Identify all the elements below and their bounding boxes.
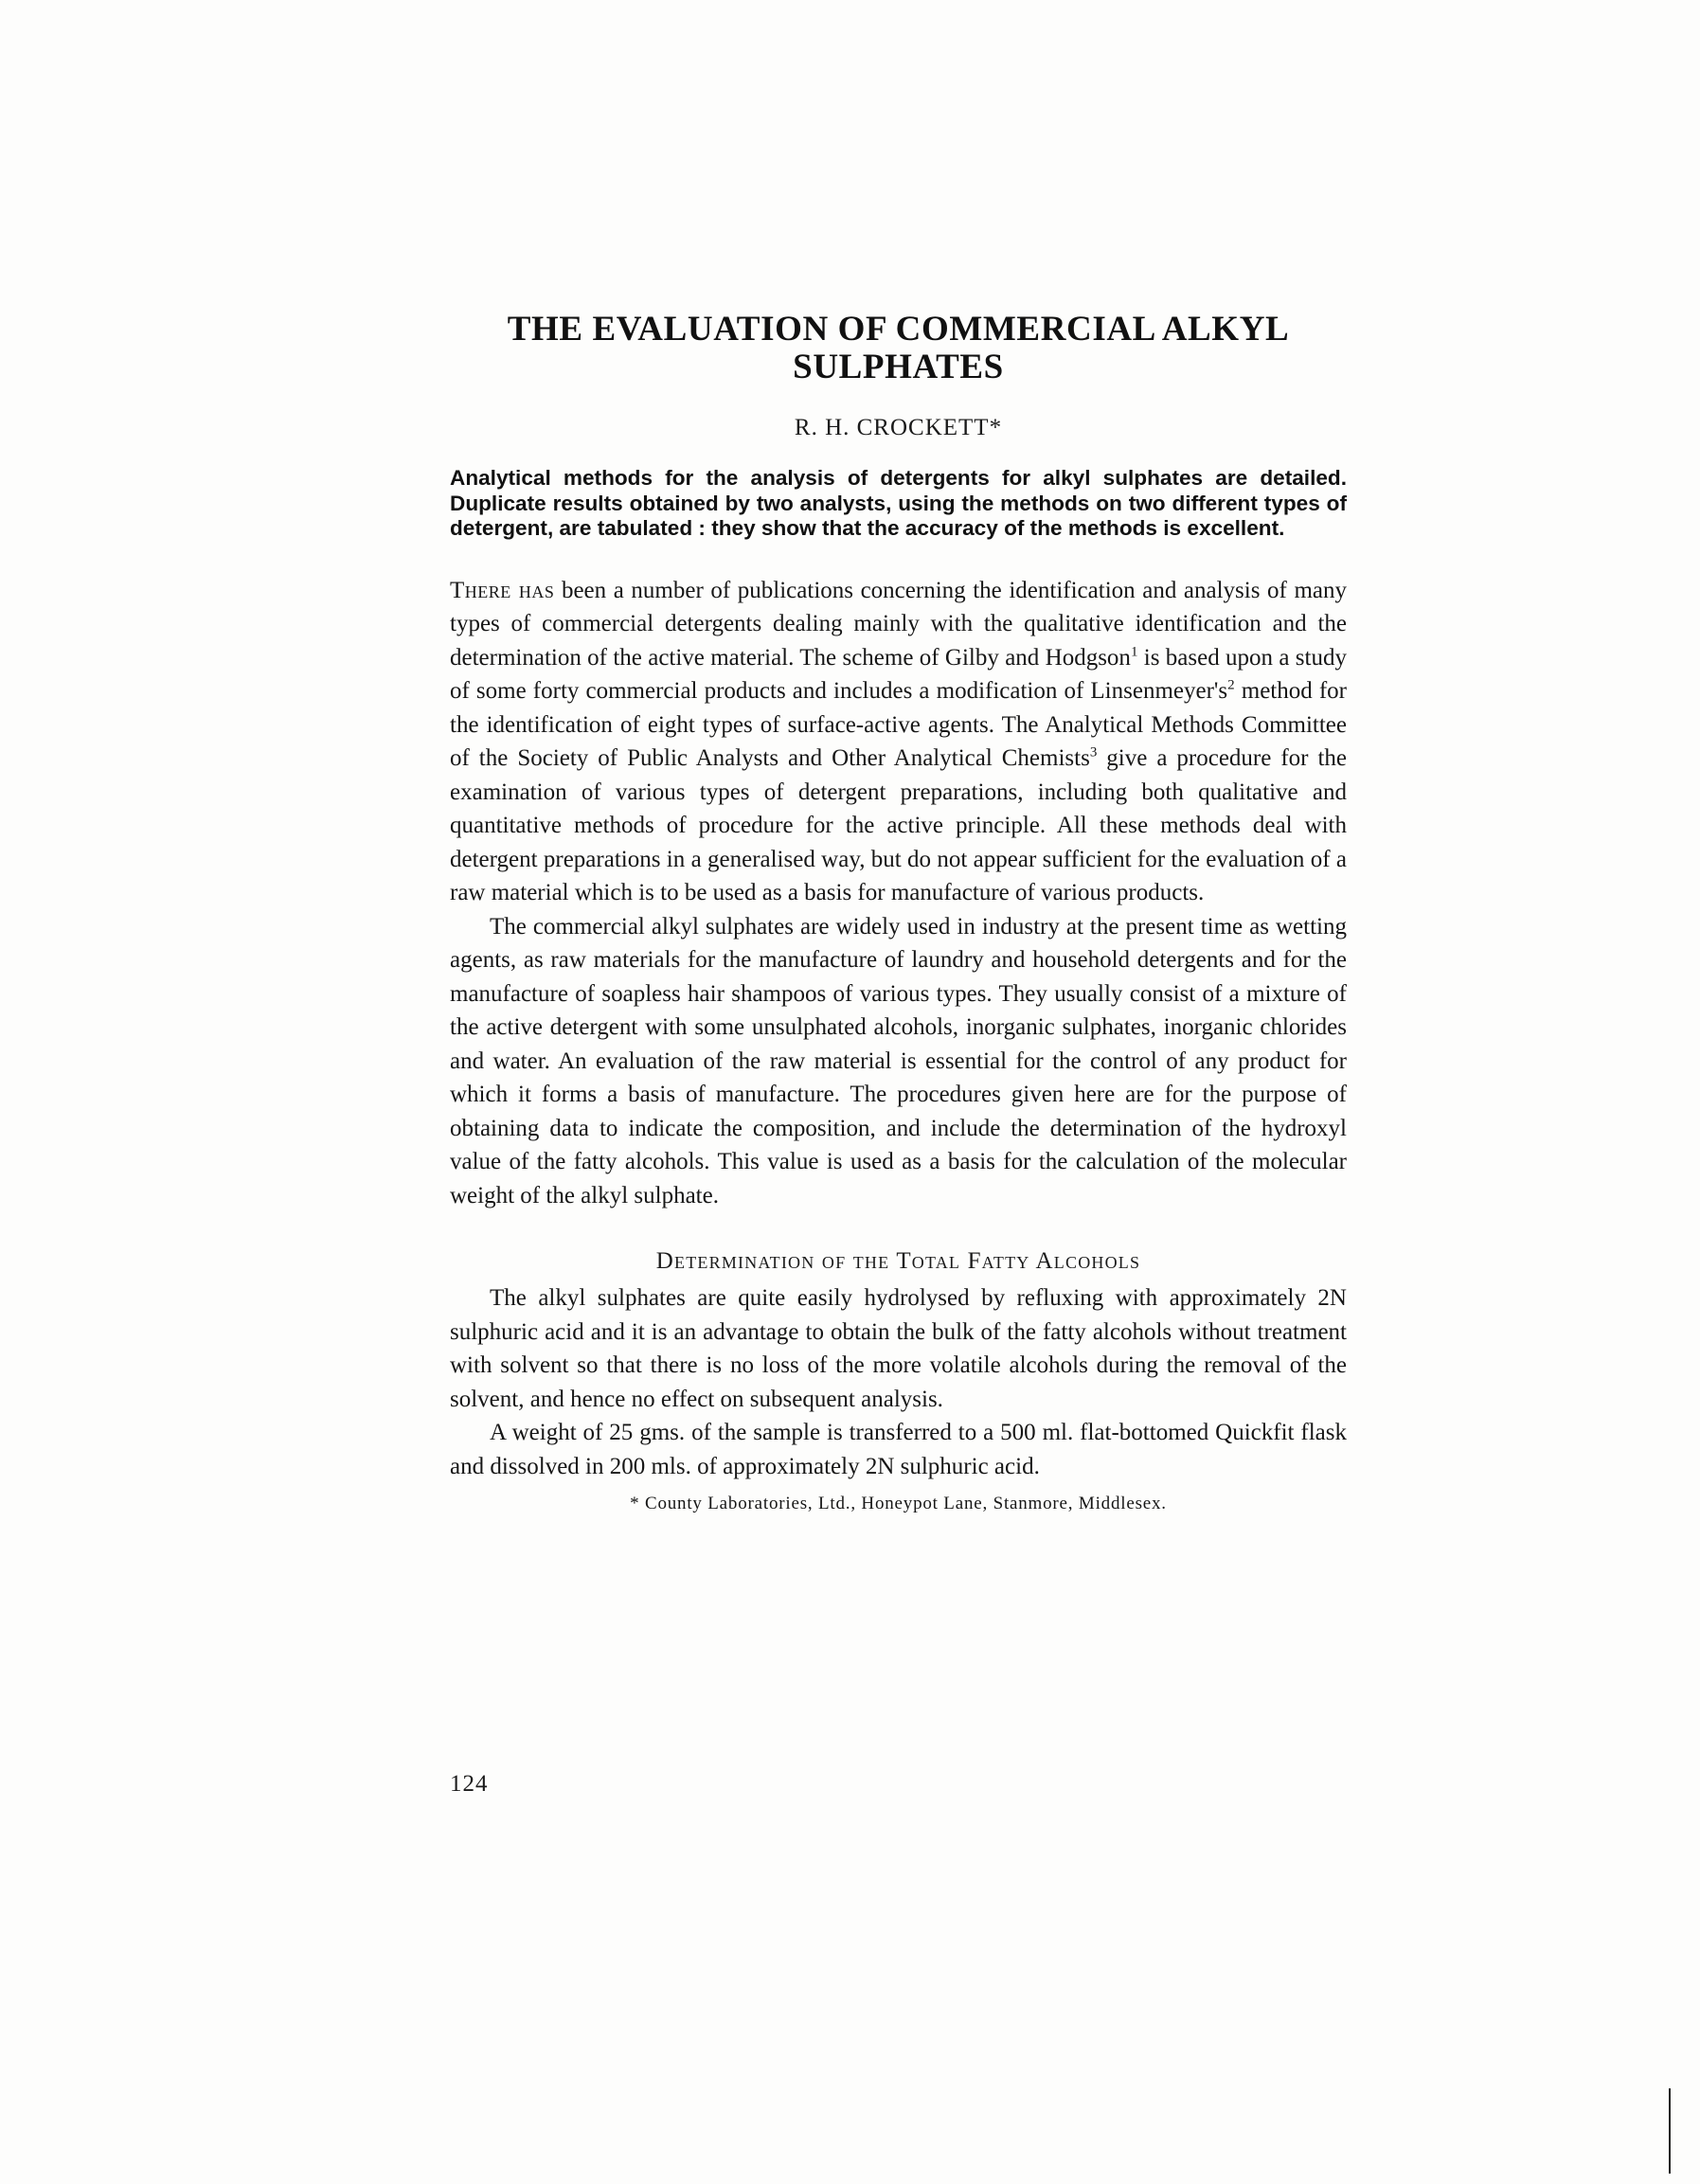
article-title	[450, 311, 1347, 386]
page-number: 124	[450, 1771, 489, 1797]
author-name: R. H. CROCKETT*	[794, 415, 1003, 440]
introduction	[450, 574, 1347, 1213]
intro-p1-text-d: give a procedure for the examination of various types of detergent preparations, including both qualitative and quantitative methods of procedure for the active principle. All these methods deal with detergent preparations in a generalised way, but do not appear sufficient for the evaluation of a raw material which is to be used as a basis for manufacture of various products.	[450, 745, 1347, 905]
title-line-2: SULPHATES	[793, 348, 1004, 386]
section-paragraph-2: A weight of 25 gms. of the sample is transferred to a 500 ml. flat-bottomed Quickfit flask and dissolved in 200 mls. of approximately 2N sulphuric acid.	[450, 1420, 1347, 1479]
section-paragraph-1: The alkyl sulphates are quite easily hydrolysed by refluxing with approximately 2N sulphuric acid and it is an advantage to obtain the bulk of the fatty alcohols without treatment with solvent so that there is no loss of the more volatile alcohols during the removal of the solvent, and hence no effect on subsequent analysis.	[450, 1285, 1347, 1412]
lead-in: There has	[450, 577, 555, 603]
intro-p1-text-b: is based upon a study of some forty commercial products and includes a modification of Linsenmeyer's	[450, 644, 1347, 704]
intro-p1-text-c: method for the identification of eight types of surface-active agents. The Analytical Methods Committee of the Society of Public Analysts and Other Analytical Chemists	[450, 678, 1347, 771]
reference-1: 1	[1130, 644, 1138, 660]
section-heading: Determination of the Total Fatty Alcohols	[655, 1248, 1141, 1274]
scan-edge-mark	[1669, 2088, 1671, 2174]
footnote: * County Laboratories, Ltd., Honeypot Lane, Stanmore, Middlesex.	[630, 1494, 1167, 1513]
intro-paragraph-2: The commercial alkyl sulphates are widely used in industry at the present time as wetting agents, as raw materials for the manufacture of laundry and household detergents and for the manufacture of soapless hair shampoos of various types. They usually consist of a mixture of the active detergent with some unsulphated alcohols, inorganic sulphates, inorganic chlorides and water. An evaluation of the raw material is essential for the control of any product for which it forms a basis of manufacture. The procedures given here are for the purpose of obtaining data to indicate the composition, and include the determination of the hydroxyl value of the fatty alcohols. This value is used as a basis for the calculation of the molecular weight of the alkyl sulphate.	[450, 913, 1347, 1208]
intro-p1-text-a: been a number of publications concerning the identification and analysis of many types of commercial detergents dealing mainly with the qualitative identification and the determination of the active material. The scheme of Gilby and Hodgson	[450, 577, 1347, 671]
abstract: Analytical methods for the analysis of detergents for alkyl sulphates are detailed. Duplicate results obtained by two analysts, using the methods on two different types of detergent, are tabulated : they show that the accuracy of the methods is excellent.	[450, 466, 1347, 540]
intro-paragraph-1	[450, 574, 1347, 910]
reference-2: 2	[1227, 677, 1235, 693]
text-column	[450, 311, 1347, 1515]
reference-3: 3	[1089, 744, 1098, 761]
title-line-1: THE EVALUATION OF COMMERCIAL ALKYL	[507, 310, 1290, 349]
section-body	[450, 1281, 1347, 1483]
